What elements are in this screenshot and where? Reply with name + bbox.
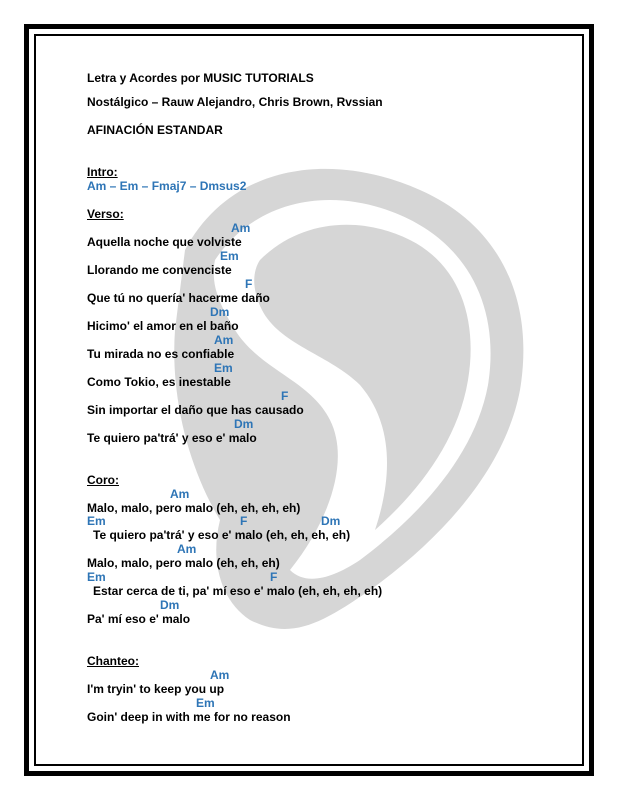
- chord: Am: [231, 221, 251, 235]
- tuning-line: AFINACIÓN ESTANDAR: [87, 123, 223, 137]
- lyric-line: Hicimo' el amor en el baño: [87, 319, 239, 333]
- chord: Em: [87, 514, 106, 528]
- chord: Am: [214, 333, 234, 347]
- lyric-line: Te quiero pa'trá' y eso e' malo (eh, eh, eh, eh): [93, 528, 351, 542]
- lyric-line: Aquella noche que volviste: [87, 235, 242, 249]
- chord: Dm: [160, 598, 180, 612]
- chord: Em: [220, 249, 239, 263]
- chord: Em: [214, 361, 233, 375]
- chord: F: [240, 514, 248, 528]
- verso-heading: Verso:: [87, 207, 124, 221]
- chord: Em: [196, 696, 215, 710]
- lyric-line: Como Tokio, es inestable: [87, 375, 231, 389]
- lyric-line: I'm tryin' to keep you up: [87, 682, 225, 696]
- chord: Am: [177, 542, 197, 556]
- lyric-line: Malo, malo, pero malo (eh, eh, eh): [87, 556, 280, 570]
- coro-heading: Coro:: [87, 473, 119, 487]
- lyric-line: Pa' mí eso e' malo: [87, 612, 191, 626]
- chord: Am: [170, 487, 190, 501]
- lyric-line: Que tú no quería' hacerme daño: [87, 291, 270, 305]
- lyric-line: Te quiero pa'trá' y eso e' malo: [87, 431, 257, 445]
- chord: F: [245, 277, 253, 291]
- chord: F: [270, 570, 278, 584]
- chord: Em: [87, 570, 106, 584]
- chord: Am: [210, 668, 230, 682]
- intro-heading: Intro:: [87, 165, 118, 179]
- chord: Dm: [321, 514, 341, 528]
- song-title: Nostálgico – Rauw Alejandro, Chris Brown, Rvssian: [87, 95, 383, 109]
- credit-line: Letra y Acordes por MUSIC TUTORIALS: [87, 71, 314, 85]
- lyric-line: Tu mirada no es confiable: [87, 347, 235, 361]
- chord: F: [281, 389, 289, 403]
- intro-chords: Am – Em – Fmaj7 – Dmsus2: [87, 179, 247, 193]
- lyric-line: Goin' deep in with me for no reason: [87, 710, 291, 724]
- lyric-line: Estar cerca de ti, pa' mí eso e' malo (eh, eh, eh, eh): [93, 584, 383, 598]
- lyric-line: Malo, malo, pero malo (eh, eh, eh, eh): [87, 501, 301, 515]
- lyric-line: Sin importar el daño que has causado: [87, 403, 304, 417]
- chord: Dm: [210, 305, 230, 319]
- chord: Dm: [234, 417, 254, 431]
- chanteo-heading: Chanteo:: [87, 654, 139, 668]
- lyric-line: Llorando me convenciste: [87, 263, 232, 277]
